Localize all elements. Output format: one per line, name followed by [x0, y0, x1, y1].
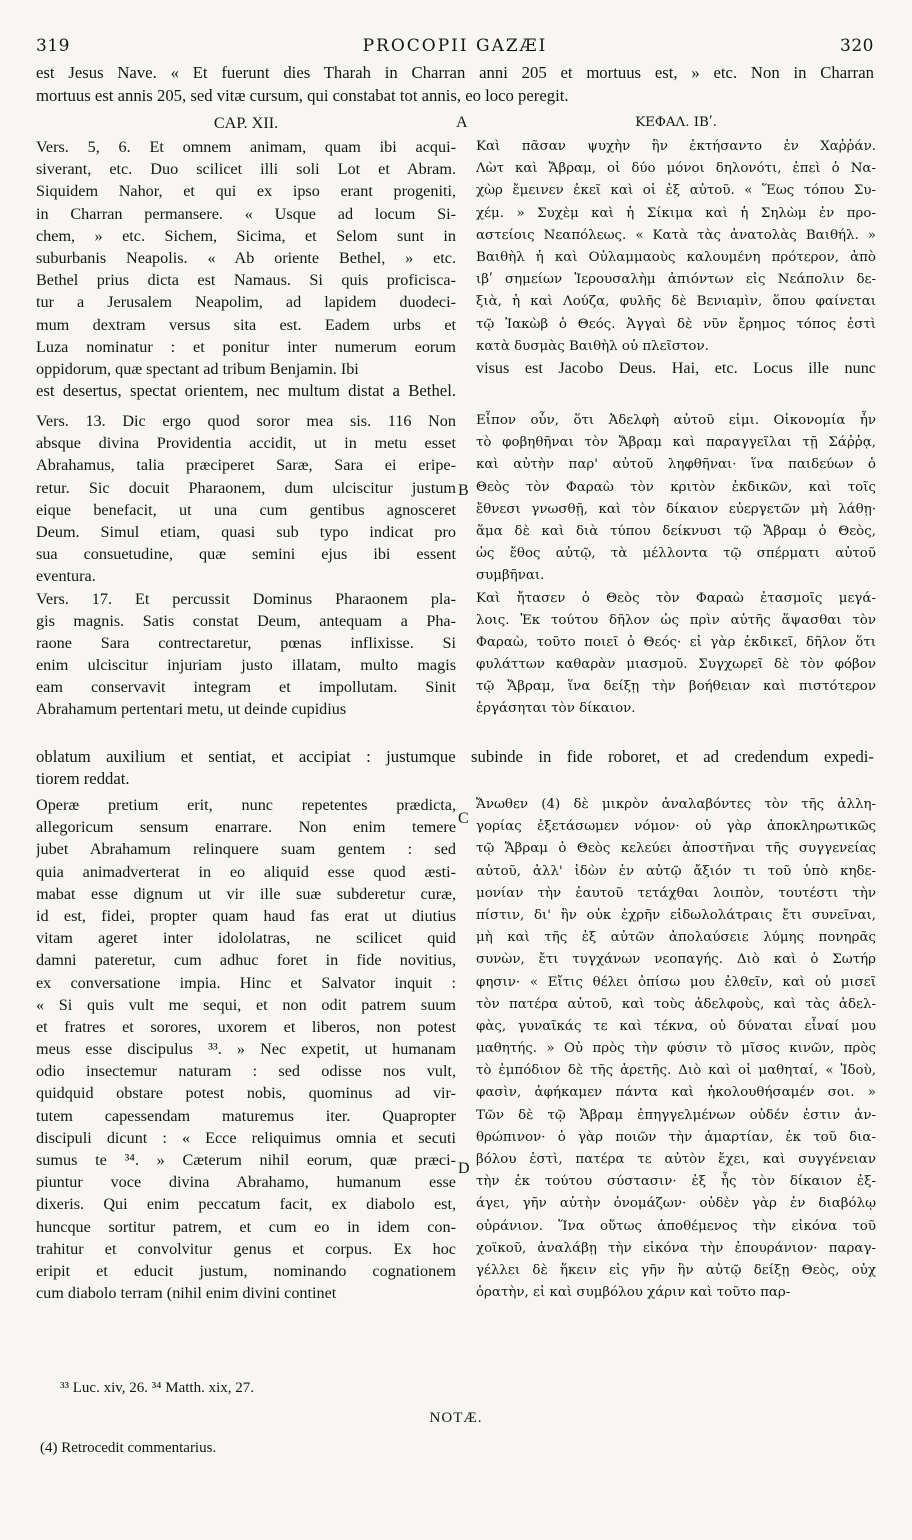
greek-line: ὁρατὴν, εἰ καὶ συμβόλου χάριν καὶ τοῦτο παρ- — [476, 1285, 791, 1301]
latin-line: Abrahamum pertentari metu, ut deinde cupidius — [36, 700, 347, 719]
margin-mark-d: D — [458, 1160, 470, 1177]
latin-line: « Si quis vult me sequi, et non odit patrem suum — [36, 995, 456, 1014]
greek-line: λοις. Ἐκ τούτου δῆλον ὡς πρὶν αὐτῆς ἅψασθαι τὸν — [476, 612, 876, 628]
greek-column-block-1 — [476, 136, 876, 358]
chapter-heading-greek — [476, 112, 876, 134]
latin-line: Vers. 5, 6. Et omnem animam, quam ibi acqui- — [36, 138, 456, 156]
greek-column-block-3 — [476, 794, 876, 1304]
greek-line: άγει, γῆν αὐτὴν ὀνομάζων· οὐδὲν γὰρ ἐν διαβόλῳ — [476, 1196, 876, 1212]
greek-line: ὡς ἔθος αὐτῷ, τὰ μέλλοντα τῷ σπέρματι αὐτοῦ — [476, 546, 876, 562]
greek-line: συμβῆναι. — [476, 568, 545, 584]
latin-line: sua consuetudine, quæ semini ejus ibi essent — [36, 545, 456, 564]
greek-line: φησιν· « Εἴτις θέλει ὀπίσω μου ἐλθεῖν, καὶ οὐ μισεῖ — [476, 974, 876, 990]
greek-line: θρώπινον· ὁ γὰρ ποιῶν τὴν ἁμαρτίαν, ἐκ τοῦ δια- — [476, 1129, 876, 1145]
latin-line: Vers. 17. Et percussit Dominus Pharaonem pla- — [36, 589, 456, 608]
latin-line: id est, fidei, propter quam haud fas erat ut diutius — [36, 906, 456, 925]
latin-line: tutem capessendam maturemus iter. Quapropter — [36, 1106, 456, 1125]
latin-line: Abrahamus, talia præciperet Saræ, Sara ei eripe- — [36, 456, 456, 475]
latin-line: Bethel prius dicta est Namaus. Si quis proficisca- — [36, 271, 456, 290]
latin-line: Deum. Simul etiam, quasi sub typo indicat pro — [36, 522, 456, 541]
latin-line: huncque sortitur patrem, et cum eo in idem con- — [36, 1217, 456, 1236]
latin-line: eique benefacit, ut una cum gentibus agnosceret — [36, 500, 456, 519]
latin-line: cum diabolo terram (nihil enim divini continet — [36, 1284, 337, 1303]
greek-line: φὰς, γυναῖκάς τε καὶ τέκνα, οὐ δύναται εἶναί μου — [476, 1018, 876, 1034]
latin-line: mabat esse dignum ut vir ille suæ subderetur curæ, — [36, 884, 456, 903]
latin-line: sumus te ³⁴. » Cæterum nihil eorum, quæ præci- — [36, 1151, 456, 1169]
margin-mark-c: C — [458, 810, 469, 827]
greek-line: τὴν ἐκ τούτου σύστασιν· ἐξ ἧς τὸν δίκαιον ἐξ- — [476, 1174, 876, 1190]
latin-line: meus esse discipulus ³³. » Nec expetit, ut humanam — [36, 1040, 456, 1059]
running-header — [36, 36, 874, 58]
latin-line: piuntur voce divina Abrahamo, humanum esse — [36, 1173, 456, 1192]
greek-line: γέλλει δὲ ἥκειν εἰς γῆν ἣν αὐτῷ δείξῃ Θεὸς, οὐχ — [476, 1262, 876, 1278]
latin-line: quidquid obstare potest nobis, quominus ad vir- — [36, 1084, 456, 1103]
greek-line: Καὶ ἤτασεν ὁ Θεὸς τὸν Φαραὼ ἐτασμοῖς μεγά- — [476, 590, 876, 606]
mid-line-2: oblatum auxilium et sentiat, et accipiat : justumque subinde in fide roboret, et ad credendum expedi- — [36, 747, 874, 766]
greek-line: Βαιθὴλ ἡ καὶ Οὐλαμμαοὺς καλουμένη πρότερον, ἀπὸ — [476, 249, 876, 265]
latin-line: absque divina Providentia accidit, ut in metu esset — [36, 434, 456, 453]
greek-line: βόλου ἐστὶ, πατέρα τε αὐτὸν ἔχει, καὶ συγγένειαν — [476, 1152, 876, 1167]
greek-line: Λὼτ καὶ Ἄβραμ, οἱ δύο μόνοι δηλονότι, ἐπεὶ ὁ Να- — [476, 161, 876, 177]
latin-column-block-1 — [36, 136, 456, 380]
greek-line: ἐργάσηται τὸν δίκαιον. — [476, 701, 636, 717]
left-page-number: 319 — [36, 36, 70, 56]
latin-line: enim ulciscitur injuriam justo illatam, multo magis — [36, 656, 456, 675]
chapter-heading-latin — [36, 112, 456, 134]
greek-line: Φαραὼ, τοῦτο ποιεῖ ὁ Θεός· εἰ γὰρ ἐκδικεῖ, δῆλον ὅτι — [476, 634, 876, 650]
greek-line: φυλάττων καθαρὰν μιασμοῦ. Συγχωρεῖ δὲ τὸν φόβον — [476, 657, 876, 673]
greek-line: τῷ Ἰακὼβ ὁ Θεός. Ἀγγαὶ δὲ νῦν ἔρημος τόπος ἐστὶ — [476, 316, 876, 332]
greek-line: οὐράνιον. Ἵνα οὕτως ἀποθέμενος τὴν εἰκόνα τοῦ — [476, 1218, 876, 1234]
greek-line: χοϊκοῦ, ἀναλάβῃ τὴν εἰκόνα τὴν ἐπουράνιον· παραγ- — [476, 1240, 876, 1256]
latin-column-block-2 — [36, 410, 456, 721]
greek-line: πίστιν, δι' ἣν οὐκ ἐχρῆν εἰδωλολάτραις ἔτι συνεῖναι, — [476, 907, 876, 923]
latin-line: Luza nominatur : et ponitur inter numerum eorum — [36, 337, 456, 356]
mid-line-1-left: est desertus, spectat orientem, nec multum distat a Bethel. — [36, 381, 456, 400]
greek-line: γορίας ἐξετάσωμεν νόμον· οὐ γὰρ ἀποκληρωτικῶς — [476, 819, 876, 835]
latin-column-block-3 — [36, 794, 456, 1304]
greek-line: ἔθνεσι γνωσθῇ, καὶ τὸν δίκαιον εὐεργετῶν μὴ λάθῃ· — [476, 501, 876, 517]
latin-line: jubet Abrahamum relinquere suam gentem : sed — [36, 840, 456, 859]
latin-line: Operæ pretium erit, nunc repetentes prædicta, — [36, 796, 456, 814]
note-1: (4) Retrocedit commentarius. — [40, 1440, 217, 1456]
latin-line: allegoricum sensum enarrare. Non enim temere — [36, 818, 456, 837]
latin-line: eventura. — [36, 567, 96, 586]
right-page-number: 320 — [840, 36, 874, 56]
greek-line: χὼρ ἔμεινεν ἐκεῖ καὶ οἱ ἐξ αὐτοῦ. « Ἕως τόπου Συ- — [476, 183, 876, 199]
latin-line: et fratres et sorores, uxorem et liberos, non potest — [36, 1017, 456, 1036]
latin-line: dixeris. Qui enim peccatum facit, ex diabolo est, — [36, 1195, 456, 1214]
latin-line: eripit et educit justum, nominando cognationem — [36, 1261, 456, 1280]
greek-line: κατὰ δυσμὰς Βαιθὴλ οὐ πλεῖστον. — [476, 338, 709, 354]
latin-line: odio insectemur naturam : sed odisse nos vult, — [36, 1062, 456, 1081]
latin-line: tur a Jerusalem Neapolim, ad lapidem duodeci- — [36, 293, 456, 312]
greek-column-block-2 — [476, 410, 876, 721]
margin-mark-b: B — [458, 482, 469, 499]
greek-line: καὶ αὐτὴν παρ' αὐτοῦ ληφθῆναι· ἵνα παιδεύων ὁ — [476, 457, 876, 473]
latin-line: Siquidem Nahor, et qui ex ipso erant progeniti, — [36, 182, 456, 201]
latin-line: chem, » etc. Sichem, Sicima, et Selom sunt in — [36, 226, 456, 245]
greek-line: φασὶν, ἀφήκαμεν πάντα καὶ ἠκολουθήσαμέν σοι. » — [476, 1085, 876, 1101]
latin-line: oppidorum, quæ spectant ad tribum Benjamin. Ibi — [36, 359, 359, 378]
latin-line: discipuli dicunt : « Ecce reliquimus omnia et secuti — [36, 1128, 456, 1147]
running-title: PROCOPII GAZÆI — [362, 36, 548, 56]
latin-line: eam conservavit integram et impollutam. Sinit — [36, 678, 456, 697]
latin-line: quia animadverterat in eo aliquid esse quod æsti- — [36, 862, 456, 881]
greek-line: μὴ καὶ τῆς ἐξ αὐτῶν ἀπολαύσειε λύμης πονηρᾶς — [476, 930, 876, 946]
greek-col-latin-continuation: visus est Jacobo Deus. Hai, etc. Locus ille nunc — [476, 359, 876, 377]
top-line-2: mortuus est annis 205, sed vitæ cursum, qui constabat tot annis, eo loco peregit. — [36, 86, 569, 105]
greek-line: Καὶ πᾶσαν ψυχὴν ἣν ἐκτήσαντο ἐν Χαῤῥάν. — [476, 139, 876, 154]
top-line-1: est Jesus Nave. « Et fuerunt dies Tharah in Charran anni 205 et mortuus est, » etc. Non in Charran — [36, 63, 874, 82]
greek-line: μαθητής. » Οὐ πρὸς τὴν φύσιν τὸ μῖσος κινῶν, πρὸς — [476, 1041, 876, 1057]
greek-line: Τῶν δὲ τῷ Ἄβραμ ἐπηγγελμένων οὐδέν ἐστιν ἀν- — [476, 1107, 876, 1123]
mid-line-1 — [36, 380, 874, 401]
greek-line: συνὼν, ἔτι τυγχάνων νεοπαγής. Διὸ καὶ ὁ Σωτήρ — [476, 952, 876, 968]
greek-line: Θεὸς τὸν Φαραὼ τὸν κριτὸν ἐκδικῶν, καὶ τοῖς — [476, 479, 876, 495]
greek-line: τῷ Ἄβραμ, ἵνα δείξῃ τὴν βοήθειαν καὶ πιστότερον — [476, 679, 876, 695]
greek-line: Ἄνωθεν (4) δὲ μικρὸν ἀναλαβόντες τὸν τῆς ἀλλη- — [476, 797, 876, 812]
latin-line: raone Sara contrectaretur, pœnas inflixisse. Si — [36, 633, 456, 652]
greek-line: τῷ Ἄβραμ ὁ Θεὸς κελεύει ἀποστῆναι τῆς συγγενείας — [476, 841, 876, 857]
latin-line: ex conversatione impia. Hinc et Salvator inquit : — [36, 973, 456, 992]
greek-line: τὸ ἐμπόδιον δὲ τῆς ἀρετῆς. Διὸ καὶ οἱ μαθηταί, « Ἰδοὺ, — [476, 1063, 876, 1079]
latin-line: vitam ageret inter idololatras, ne scilicet quid — [36, 929, 456, 948]
greek-line: ξιὰ, ἡ καὶ Λούζα, φυλῆς δὲ Βενιαμὶν, ὅπου φαίνεται — [476, 294, 876, 310]
greek-mid-line — [476, 357, 876, 379]
latin-line: in Charran permansere. « Usque ad locum Si- — [36, 204, 456, 223]
greek-line: αὐτοῦ, ἀλλ' ἰδὼν ἐν αὐτῷ ἄξιόν τι τοῦ ὑπὸ κηδε- — [476, 863, 876, 879]
greek-line: αστείοις Νεαπόλεως. « Κατὰ τὰς ἀνατολὰς Βαιθήλ. » — [476, 227, 876, 243]
latin-line: Vers. 13. Dic ergo quod soror mea sis. 116 Non — [36, 412, 456, 430]
latin-line: damni pateretur, cum adhuc foret in fide novitius, — [36, 951, 456, 970]
greek-line: ιβʹ σημείων Ἱερουσαλὴμ ἀπιόντων εἰς Νεάπολιν δε- — [476, 272, 876, 288]
latin-line: mum dextram versus sita est. Eadem urbs et — [36, 315, 456, 334]
latin-line: retur. Sic docuit Pharaonem, dum ulciscitur justum — [36, 478, 456, 497]
latin-line: siverant, etc. Duo scilicet illi soli Lot et Abram. — [36, 160, 456, 179]
chapter-greek: ΚΕΦΑΛ. ΙΒʹ. — [635, 115, 717, 130]
latin-line: suburbanis Neapolis. « Ab oriente Bethel, » etc. — [36, 248, 456, 267]
greek-line: μονίαν τὴν ἑαυτοῦ τετάχθαι λοιπὸν, τουτέστι τὴν — [476, 885, 876, 901]
footnote-references: ³³ Luc. xiv, 26. ³⁴ Matth. xix, 27. — [60, 1380, 254, 1396]
margin-mark-a: A — [456, 114, 468, 131]
greek-line: ἅμα δὲ καὶ διὰ τύπου δείκνυσι τῷ Ἄβραμ ὁ Θεὸς, — [476, 523, 876, 539]
greek-line: τὸ φοβηθῆναι τὸν Ἄβραμ καὶ παραγγεῖλαι τῇ Σάῤῥᾳ, — [476, 435, 876, 451]
latin-line: trahitur et convolvitur genus et corpus. Ex hoc — [36, 1239, 456, 1258]
greek-line: χέμ. » Συχὲμ καὶ ἡ Σίκιμα καὶ ἡ Σηλὼμ ἐν προ- — [476, 205, 876, 221]
latin-line: gis magnis. Satis constat Deum, antequam a Pha- — [36, 611, 456, 630]
chapter-latin: CAP. XII. — [213, 114, 279, 132]
greek-line: τὸν πατέρα αὐτοῦ, καὶ τοὺς ἀδελφοὺς, καὶ τὰς ἀδελ- — [476, 996, 876, 1012]
greek-line: Εἶπον οὖν, ὅτι Ἀδελφὴ αὐτοῦ εἰμι. Οἰκονομία ἦν — [476, 413, 876, 428]
mid-line-3: tiorem reddat. — [36, 769, 130, 788]
notae-heading: NOTÆ. — [429, 1410, 483, 1426]
